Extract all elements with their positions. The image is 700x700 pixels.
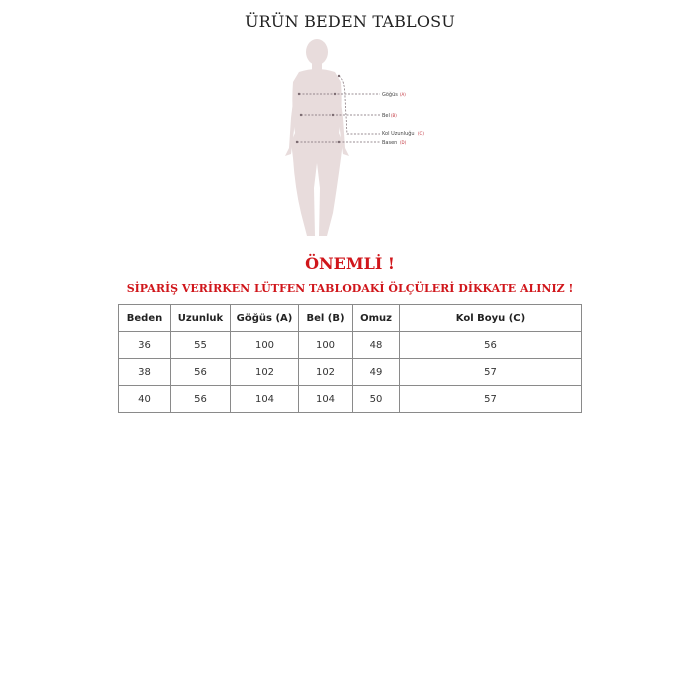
table-cell: 38: [119, 359, 171, 386]
hip-key: (D): [400, 140, 407, 145]
female-silhouette: [285, 39, 349, 236]
order-warning: SİPARİŞ VERİRKEN LÜTFEN TABLODAKİ ÖLÇÜLERİ DİKKATE ALINIZ !: [126, 282, 574, 295]
arm-length-line: [339, 76, 380, 134]
table-cell: 102: [299, 359, 353, 386]
table-cell: 48: [353, 332, 400, 359]
page-title: ÜRÜN BEDEN TABLOSU: [244, 12, 456, 31]
chest-label: Göğüs: [382, 92, 398, 98]
waist-key: (B): [391, 113, 397, 118]
table-cell: 56: [171, 359, 231, 386]
table-cell: 40: [119, 386, 171, 413]
table-row: [119, 332, 582, 359]
header-beden: Beden: [119, 305, 171, 332]
arm-length-label: Kol Uzunluğu: [382, 131, 415, 137]
female-silhouette-diagram: [255, 38, 455, 238]
table-cell: 57: [400, 386, 582, 413]
size-table: [118, 304, 582, 413]
hip-label: Basen: [382, 140, 398, 146]
header-bel: Bel (B): [299, 305, 353, 332]
table-cell: 57: [400, 359, 582, 386]
table-cell: 100: [231, 332, 299, 359]
table-row: [119, 386, 582, 413]
table-cell: 36: [119, 332, 171, 359]
table-cell: 55: [171, 332, 231, 359]
important-heading: ÖNEMLİ !: [305, 254, 395, 273]
table-cell: 56: [400, 332, 582, 359]
chest-key: (A): [400, 92, 406, 97]
table-cell: 102: [231, 359, 299, 386]
table-cell: 49: [353, 359, 400, 386]
table-cell: 50: [353, 386, 400, 413]
table-row: [119, 359, 582, 386]
header-omuz: Omuz: [353, 305, 400, 332]
waist-label: Bel: [382, 113, 390, 119]
table-cell: 100: [299, 332, 353, 359]
header-gogus: Göğüs (A): [231, 305, 299, 332]
table-cell: 56: [171, 386, 231, 413]
arm-length-key: (C): [418, 131, 424, 136]
table-cell: 104: [231, 386, 299, 413]
header-kol-boyu: Kol Boyu (C): [400, 305, 582, 332]
table-header-row: [119, 305, 582, 332]
table-cell: 104: [299, 386, 353, 413]
header-uzunluk: Uzunluk: [171, 305, 231, 332]
body-measurement-figure: [255, 38, 455, 238]
